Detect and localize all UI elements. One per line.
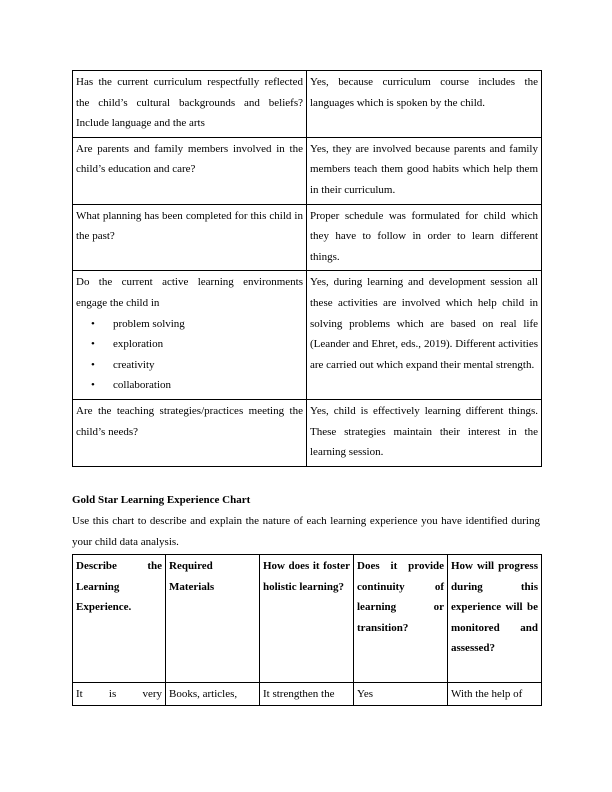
question-cell: What planning has been completed for this child in the past? [73, 204, 307, 271]
question-cell: Are the teaching strategies/practices meeting the child’s needs? [73, 399, 307, 466]
table-row [73, 71, 542, 138]
list-item: • problem solving [113, 314, 303, 335]
materials-cell [166, 683, 260, 706]
question-cell [73, 271, 307, 400]
column-header-progress: How will progress during this experience will be monitored and assessed? [448, 555, 542, 683]
materials-text: Books, articles, [169, 688, 238, 700]
list-item: • collaboration [113, 375, 303, 396]
table-row [73, 271, 542, 400]
column-header-materials: Required Materials [166, 555, 260, 683]
answer-cell: Yes, during learning and development session all these activities are involved which help child in solving problems which are based on real life (Leander and Ehret, eds., 2019). Different activities are carried out which expand their mental strength. [307, 271, 542, 400]
experience-cell [73, 683, 166, 706]
continuity-cell: Yes [354, 683, 448, 706]
answer-cell: Yes, they are involved because parents and family members teach them good habits which help them in their curriculum. [307, 137, 542, 204]
column-header-describe: Describe the Learning Experience. [73, 555, 166, 683]
holistic-cell: It strengthen the [260, 683, 354, 706]
list-item: • creativity [113, 355, 303, 376]
progress-cell: With the help of [448, 683, 542, 706]
table-row [73, 399, 542, 466]
answer-cell: Yes, because curriculum course includes the languages which is spoken by the child. [307, 71, 542, 138]
answer-cell: Proper schedule was formulated for child which they have to follow in order to learn different things. [307, 204, 542, 271]
section-intro: Use this chart to describe and explain the nature of each learning experience you have identified during your child data analysis. [72, 515, 540, 548]
word: very [142, 688, 162, 700]
learning-experience-chart [72, 554, 542, 706]
list-item: • exploration [113, 334, 303, 355]
table-row [73, 683, 542, 706]
child-review-table [72, 70, 542, 467]
column-header-holistic: How does it foster holistic learning? [260, 555, 354, 683]
question-cell: Has the current curriculum respectfully reflected the child’s cultural backgrounds and beliefs? Include language and the arts [73, 71, 307, 138]
word: is [108, 688, 117, 700]
experience-text [76, 684, 162, 705]
table-row [73, 204, 542, 271]
question-cell: Are parents and family members involved in the child’s education and care? [73, 137, 307, 204]
header-row [73, 555, 542, 683]
answer-cell: Yes, child is effectively learning different things. These strategies maintain their interest in the learning session. [307, 399, 542, 466]
word: It [76, 688, 83, 700]
activity-list [76, 314, 303, 396]
table-row [73, 137, 542, 204]
section-heading: Gold Star Learning Experience Chart [72, 494, 251, 506]
column-header-continuity: Does it provide continuity of learning or transition? [354, 555, 448, 683]
question-text: Do the current active learning environments engage the child in [76, 276, 303, 309]
